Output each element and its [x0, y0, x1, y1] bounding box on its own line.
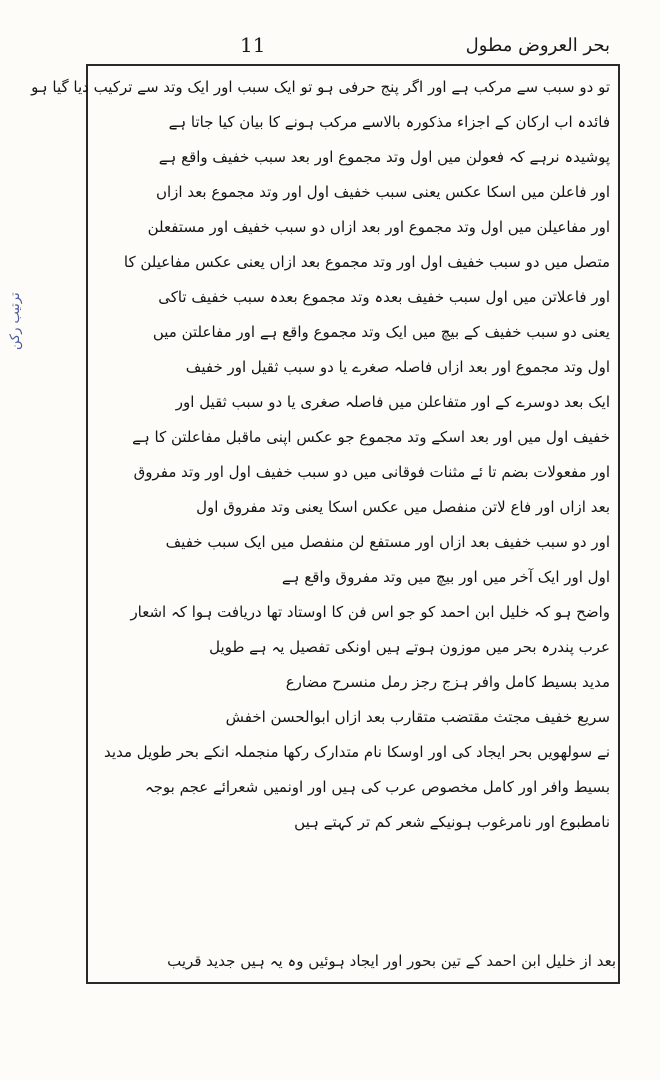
text-line: نامطبوع اور نامرغوب ہونیکے شعر کم تر کہتے ہیں — [294, 813, 610, 831]
text-line: اور فاعلاتن میں اول سبب خفیف بعدہ وتد مجموع بعدہ سبب خفیف تاکی — [158, 288, 610, 306]
text-line: خفیف اول میں اور بعد اسکے وتد مجموع جو عکس اپنی ماقبل مفاعلتن کا ہے — [132, 428, 610, 446]
page-header — [90, 30, 610, 60]
text-line: نے سولھویں بحر ایجاد کی اور اوسکا نام متدارک رکھا منجملہ انکے بحر طویل مدید — [104, 743, 610, 761]
text-line: فائدہ اب ارکان کے اجزاء مذکورہ بالاسے مرکب ہونے کا بیان کیا جاتا ہے — [168, 113, 610, 131]
text-line: تو دو سبب سے مرکب ہے اور اگر پنج حرفی ہو تو ایک سبب اور ایک وتد سے ترکیب دیا گیا ہو — [31, 78, 610, 96]
text-line: ایک بعد دوسرے کے اور متفاعلن میں فاصلہ صغری یا دو سبب ثقیل اور — [175, 393, 610, 411]
running-title: بحر العروض مطول — [465, 34, 610, 56]
text-line: پوشیدہ نرہے کہ فعولن میں اول وتد مجموع اور بعد سبب خفیف واقع ہے — [158, 148, 610, 166]
text-line: اول اور ایک آخر میں اور بیچ میں وتد مفروق واقع ہے — [281, 568, 610, 586]
text-line: اول وتد مجموع اور بعد ازاں فاصلہ صغرے یا دو سبب ثقیل اور خفیف — [185, 358, 610, 376]
text-line: اور مفعولات بضم تا ئے مثنات فوقانی میں دو سبب خفیف اول اور وتد مفروق — [133, 463, 610, 481]
text-line: اور فاعلن میں اسکا عکس یعنی سبب خفیف اول اور وتد مجموع بعد ازاں — [155, 183, 610, 201]
margin-note: ترتیب رکن — [8, 292, 23, 350]
text-line: اور دو سبب خفیف بعد ازاں اور مستفع لن منفصل میں ایک سبب خفیف — [165, 533, 610, 551]
text-line: عرب پندرہ بحر میں موزون ہوتے ہیں اونکی تفصیل یہ ہے طویل — [209, 638, 610, 656]
text-line: بعد ازاں اور فاع لاتن منفصل میں عکس اسکا یعنی وتد مفروق اول — [196, 498, 610, 516]
footer-line: بعد از خلیل ابن احمد کے تین بحور اور ایجاد ہوئیں وہ یہ ہیں جدید قریب — [167, 952, 616, 970]
text-line: متصل میں دو سبب خفیف اول اور وتد مجموع بعد ازاں یعنی عکس مفاعیلن کا — [123, 253, 610, 271]
meter-list-line: مدید بسیط کامل وافر ہزج رجز رمل منسرح مضارع — [285, 673, 610, 691]
page-number: 11 — [240, 33, 266, 57]
meter-list-line: سریع خفیف مجتث مقتضب متقارب بعد ازاں ابوالحسن اخفش — [225, 708, 610, 726]
body-text — [31, 70, 610, 840]
text-line: یعنی دو سبب خفیف کے بیچ میں ایک وتد مجموع واقع ہے اور مفاعلتن میں — [152, 323, 610, 341]
text-line: اور مفاعیلن میں اول وتد مجموع اور بعد ازاں دو سبب خفیف اور مستفعلن — [147, 218, 610, 236]
text-line: واضح ہو کہ خلیل ابن احمد کو جو اس فن کا اوستاد تھا دریافت ہوا کہ اشعار — [130, 603, 610, 621]
text-line: بسیط وافر اور کامل مخصوص عرب کی ہیں اور اونمیں شعرائے عجم بوجہ — [144, 778, 610, 796]
